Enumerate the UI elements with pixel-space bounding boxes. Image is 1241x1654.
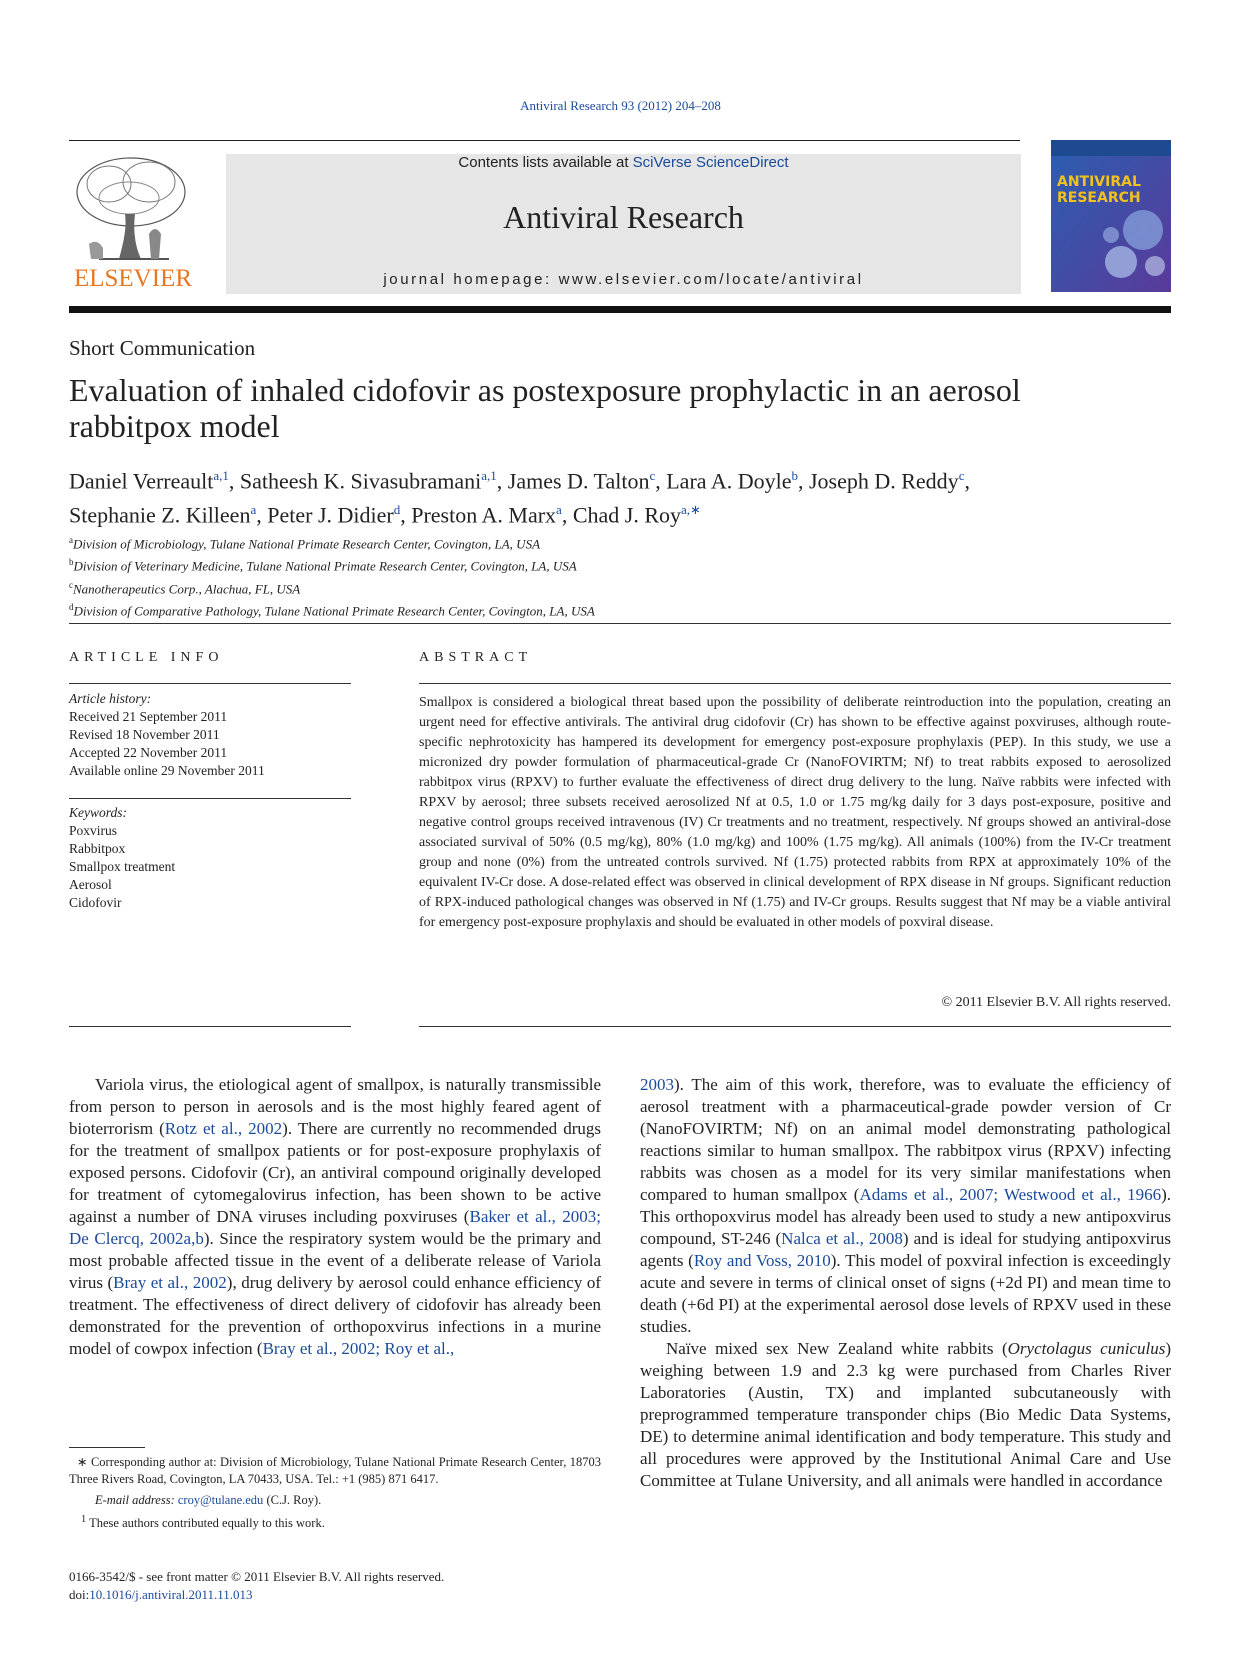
article-title: Evaluation of inhaled cidofovir as postexposure prophylactic in an aerosol rabbitpox model bbox=[69, 372, 1021, 444]
footnote-text: These authors contributed equally to this work. bbox=[89, 1516, 325, 1531]
affiliation-item bbox=[69, 553, 969, 575]
author-separator: , bbox=[655, 468, 667, 494]
body-text-run: ) weighing between 1.9 and 2.3 kg were purchased from Charles River Laboratories (Austin, TX) and implanted subcutaneously with preprogrammed temperature transponder chips (Bio Medic Data Systems, DE) to determine animal identification and body temperature. This study and all procedures were approved by the Institutional Animal Care and Use Committee at Tulane University, and all animals were handled in accordance bbox=[640, 1339, 1171, 1490]
abstract-bottom-rule bbox=[419, 1026, 1171, 1027]
affiliation-mark: d bbox=[69, 601, 74, 612]
abstract-copyright: © 2011 Elsevier B.V. All rights reserved. bbox=[941, 995, 1171, 1010]
author-name[interactable]: Joseph D. Reddy bbox=[808, 468, 959, 494]
doi-prefix: doi: bbox=[69, 1587, 90, 1602]
corresponding-mark: ∗ bbox=[77, 1455, 88, 1469]
body-text-run: ). There are currently no recommended drugs for the treatment of smallpox patients or for post-exposure prophylaxis of exposed persons. Cidofovir (Cr), an antiviral compound originally developed for treatment of cytomegalovirus infection, has been shown to be active against a number of DNA viruses including poxviruses ( bbox=[69, 1119, 602, 1226]
author-affiliation-mark[interactable]: c bbox=[958, 468, 965, 483]
footnote-rule bbox=[69, 1447, 145, 1448]
reference-link[interactable]: Nalca et al., 2008 bbox=[781, 1229, 903, 1248]
body-text-run: ). This model of poxviral infection is exceedingly acute and severe in terms of clinical onset of signs (+2d PI) and mean time to death (+6d PI) at the experimental aerosol dose levels of RPXV used in these studies. bbox=[640, 1251, 1171, 1336]
affiliation-text: Division of Veterinary Medicine, Tulane National Primate Research Center, Covington, LA, USA bbox=[73, 558, 577, 574]
affiliation-item bbox=[69, 531, 969, 553]
author-separator: , bbox=[400, 502, 412, 528]
author-name[interactable]: Peter J. Didier bbox=[267, 502, 394, 528]
keyword-item: Rabbitpox bbox=[69, 841, 126, 856]
author-affiliation-mark[interactable]: b bbox=[791, 468, 798, 483]
author-name[interactable]: Chad J. Roy bbox=[572, 502, 681, 528]
reference-link[interactable]: Bray et al., 2002; Roy et al., bbox=[262, 1339, 455, 1358]
body-text-run: ). The aim of this work, therefore, was to evaluate the efficiency of aerosol treatment with a pharmaceutical-grade powder version of Cr (NanoFOVIRTM; Nf) on an animal model demonstrating pathological reactions similar to human smallpox. The rabbitpox virus (RPXV) infecting rabbits was chosen as a model for its very similar manifestations when compared to human smallpox ( bbox=[640, 1075, 1171, 1204]
header-thick-rule bbox=[69, 306, 1171, 313]
author-name[interactable]: Satheesh K. Sivasubramani bbox=[239, 468, 482, 494]
abstract-rule bbox=[419, 683, 1171, 684]
reference-link[interactable]: Rotz et al., 2002 bbox=[164, 1119, 283, 1138]
keywords-rule bbox=[69, 798, 351, 799]
article-history-label: Article history: bbox=[69, 691, 152, 706]
journal-banner bbox=[226, 154, 1021, 294]
body-text-run: ) and is ideal for studying antipoxvirus agents ( bbox=[640, 1229, 1171, 1270]
author-separator: , bbox=[797, 468, 809, 494]
abstract-heading: ABSTRACT bbox=[419, 650, 533, 665]
keyword-item: Poxvirus bbox=[69, 823, 118, 838]
article-type: Short Communication bbox=[69, 336, 256, 360]
author-affiliation-mark[interactable]: a,∗ bbox=[681, 502, 701, 518]
body-paragraph bbox=[640, 1338, 1171, 1492]
author-separator: , bbox=[561, 502, 573, 528]
body-text-run: ). Since the respiratory system would be the primary and most probable affected tissue in the event of a deliberate release of Variola virus ( bbox=[69, 1229, 602, 1292]
affiliation-text: Nanotherapeutics Corp., Alachua, FL, USA bbox=[73, 580, 301, 596]
email-note bbox=[69, 1492, 601, 1509]
author-separator: , bbox=[496, 468, 508, 494]
affiliation-item bbox=[69, 576, 969, 598]
keyword-item: Cidofovir bbox=[69, 895, 122, 910]
article-history bbox=[69, 690, 351, 780]
species-name: Oryctolagus cuniculus bbox=[1007, 1339, 1166, 1358]
reference-link[interactable]: 2003 bbox=[640, 1075, 674, 1094]
email-label: E-mail address: bbox=[95, 1493, 175, 1507]
journal-citation[interactable]: Antiviral Research 93 (2012) 204–208 bbox=[520, 98, 721, 113]
affiliation-text: Division of Comparative Pathology, Tulane National Primate Research Center, Covington, LA, USA bbox=[73, 603, 595, 619]
footnote-mark: 1 bbox=[81, 1514, 87, 1525]
history-accepted: Accepted 22 November 2011 bbox=[69, 745, 228, 760]
email-link[interactable]: croy@tulane.edu bbox=[177, 1493, 264, 1507]
keywords-block bbox=[69, 804, 351, 912]
cover-title-line1: ANTIVIRAL bbox=[1057, 174, 1141, 190]
email-suffix: (C.J. Roy). bbox=[266, 1493, 322, 1507]
author-affiliation-mark[interactable]: a bbox=[250, 502, 257, 518]
affiliation-rule bbox=[69, 623, 1171, 624]
author-name[interactable]: Daniel Verreault bbox=[69, 468, 214, 494]
abstract-text: Smallpox is considered a biological threat based upon the possibility of deliberate reintroduction into the population, creating an urgent need for effective antivirals. The antiviral drug cidofovir (Cr) has shown to be effective against poxviruses, although route-specific nephrotoxicity has hampered its development for emergency post-exposure prophylaxis (PEP). In this study, we use a micronized dry powder formulation of pharmaceutical-grade Cr (NanoFOVIRTM; Nf) to treat rabbits exposed to aerosolized rabbitpox virus (RPXV) to further evaluate the effectiveness of direct drug delivery to the lung. Naïve rabbits were infected with RPXV by aerosol; three subsets received aerosolized Nf at 0.5, 1.0 or 1.75 mg/kg daily for 3 days post-exposure, positive and negative control groups received intravenous (IV) Cr treatments and no treatment, respectively. Nf groups showed an antiviral-dose associated survival of 50% (0.5 mg/kg), 80% (1.0 mg/kg) and 100% (1.75 mg/kg). All animals (100%) from the IV-Cr treatment group and none (0%) from the untreated controls survived. Nf (1.75) protected rabbits from RPX at approximately 10% of the equivalent IV-Cr dose. A dose-related effect was observed in clinical development of RPX disease in Nf groups. Significant reduction of RPX-induced pathological changes was observed in Nf (1.75) and IV-Cr groups. Results suggest that Nf may be a viable antiviral for emergency post-exposure prophylaxis and should be evaluated in other models of poxviral disease. bbox=[419, 695, 1171, 930]
body-right-column bbox=[640, 1074, 1171, 1492]
footnotes bbox=[69, 1454, 601, 1532]
history-received: Received 21 September 2011 bbox=[69, 709, 228, 724]
author-name[interactable]: James D. Talton bbox=[507, 468, 650, 494]
author-name[interactable]: Lara A. Doyle bbox=[666, 468, 792, 494]
body-text-run: ), drug delivery by aerosol could enhance efficiency of treatment. The effectiveness of direct delivery of cidofovir has already been demonstrated for the prevention of orthopoxvirus infections in a murine model of cowpox infection ( bbox=[69, 1273, 601, 1358]
author-affiliation-mark[interactable]: d bbox=[393, 502, 401, 518]
body-text-run: Naïve mixed sex New Zealand white rabbits ( bbox=[666, 1339, 1008, 1358]
sciencedirect-link[interactable]: SciVerse ScienceDirect bbox=[632, 154, 789, 171]
reference-link[interactable]: Bray et al., 2002 bbox=[113, 1273, 227, 1292]
author-separator: , bbox=[228, 468, 240, 494]
reference-link[interactable]: Adams et al., 2007; Westwood et al., 1966 bbox=[859, 1185, 1162, 1204]
cover-title-line2: RESEARCH bbox=[1057, 190, 1141, 206]
body-text-run: ). This orthopoxvirus model has already been used to study a new antipoxvirus compound, ST-246 ( bbox=[640, 1185, 1171, 1248]
elsevier-tree-icon bbox=[69, 154, 197, 294]
history-revised: Revised 18 November 2011 bbox=[69, 727, 220, 742]
history-online: Available online 29 November 2011 bbox=[69, 763, 265, 778]
journal-cover[interactable] bbox=[1051, 140, 1171, 292]
header-rule bbox=[69, 140, 1020, 141]
body-paragraph bbox=[640, 1074, 1171, 1338]
contents-prefix: Contents lists available at bbox=[458, 154, 629, 171]
article-info-heading: ARTICLE INFO bbox=[69, 650, 224, 665]
affiliation-mark: b bbox=[69, 557, 74, 568]
contents-line bbox=[226, 154, 1021, 171]
author-separator: , bbox=[964, 468, 970, 494]
author-name[interactable]: Stephanie Z. Killeen bbox=[69, 502, 251, 528]
affiliation-list bbox=[69, 531, 969, 620]
reference-link[interactable]: Baker et al., 2003; De Clercq, 2002a,b bbox=[69, 1207, 601, 1248]
keyword-item: Smallpox treatment bbox=[69, 859, 176, 874]
affiliation-mark: c bbox=[69, 579, 73, 590]
author-separator: , bbox=[256, 502, 268, 528]
article-info-bottom-rule bbox=[69, 1026, 351, 1027]
doi-line bbox=[69, 1586, 669, 1603]
issn-line: 0166-3542/$ - see front matter © 2011 Elsevier B.V. All rights reserved. bbox=[69, 1569, 445, 1584]
keyword-item: Aerosol bbox=[69, 877, 112, 892]
equal-contribution-note bbox=[69, 1511, 601, 1532]
affiliation-item bbox=[69, 598, 969, 620]
journal-homepage[interactable]: journal homepage: www.elsevier.com/locate/antiviral bbox=[383, 271, 864, 288]
affiliation-mark: a bbox=[69, 535, 73, 545]
doi-link[interactable]: 10.1016/j.antiviral.2011.11.013 bbox=[89, 1587, 253, 1602]
author-affiliation-mark[interactable]: a,1 bbox=[481, 468, 497, 483]
author-affiliation-mark[interactable]: a bbox=[556, 502, 562, 518]
elsevier-wordmark: ELSEVIER bbox=[73, 265, 193, 292]
article-info-rule bbox=[69, 683, 351, 684]
body-text-run: Variola virus, the etiological agent of smallpox, is naturally transmissible from person to person in aerosols and is the most highly feared agent of bioterrorism ( bbox=[69, 1075, 601, 1138]
author-affiliation-mark[interactable]: a,1 bbox=[213, 468, 229, 483]
journal-cover-image bbox=[1051, 140, 1171, 292]
reference-link[interactable]: Roy and Voss, 2010 bbox=[693, 1251, 831, 1270]
author-name[interactable]: Preston A. Marx bbox=[411, 502, 557, 528]
corresponding-author-note bbox=[69, 1454, 601, 1488]
body-paragraph bbox=[69, 1074, 601, 1360]
elsevier-logo[interactable] bbox=[69, 154, 197, 294]
journal-title: Antiviral Research bbox=[503, 199, 744, 235]
affiliation-text: Division of Microbiology, Tulane National Primate Research Center, Covington, LA, USA bbox=[73, 536, 541, 552]
corresponding-text: Corresponding author at: Division of Microbiology, Tulane National Primate Research Center, 18703 Three Rivers Road, Covington, LA 70433, USA. Tel.: +1 (985) 871 6417. bbox=[69, 1455, 602, 1486]
author-affiliation-mark[interactable]: c bbox=[649, 468, 656, 483]
keywords-label: Keywords: bbox=[69, 805, 127, 820]
body-left-column bbox=[69, 1074, 601, 1360]
author-list bbox=[69, 461, 1179, 530]
